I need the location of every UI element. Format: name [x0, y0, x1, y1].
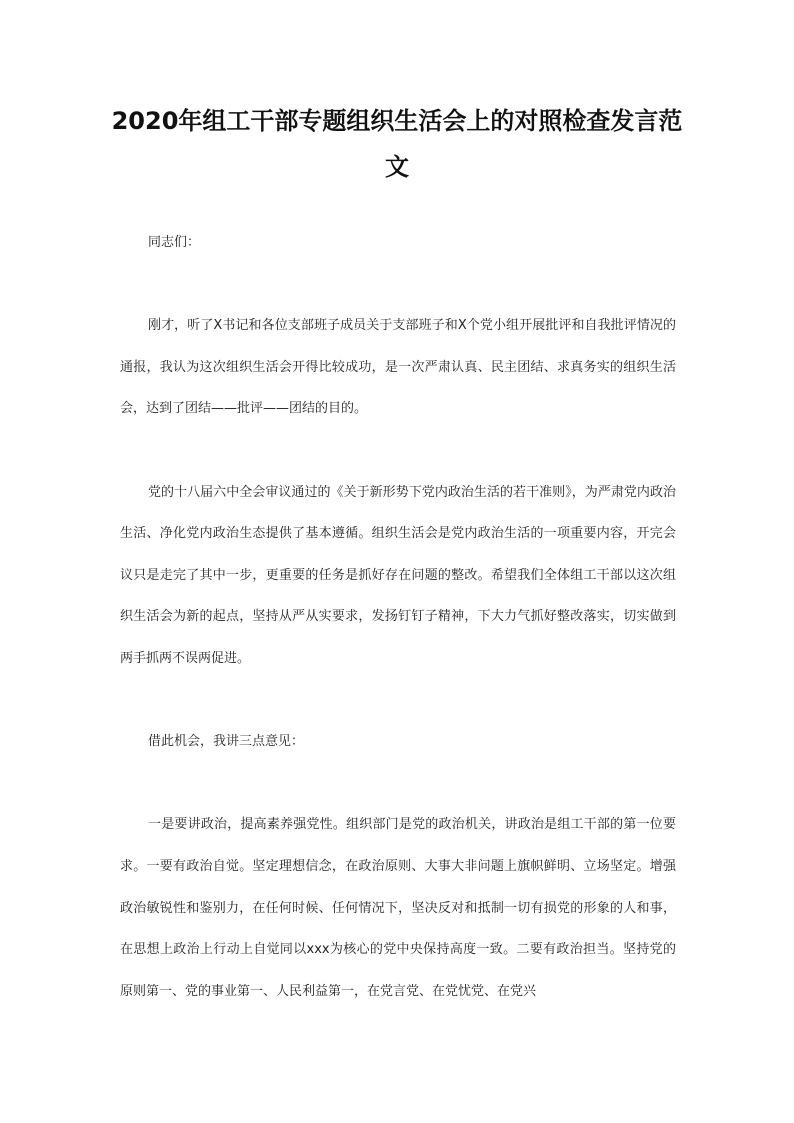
paragraph-spacer: [120, 763, 676, 805]
paragraph-three-points-intro: 借此机会，我讲三点意见：: [148, 734, 305, 750]
paragraph-spacer: [120, 680, 676, 722]
paragraph-point-one: 一是要讲政治，提高素养强党性。组织部门是党的政治机关，讲政治是组工干部的第一位要求。一要有政治自觉。坚定理想信念，在政治原则、大事大非问题上旗帜鲜明、立场坚定。增强政治敏锐性和鉴别力，在任何时候、任何情况下，坚决反对和抵制一切有损党的形象的人和事，在思想上政治上行动上自觉同以xxx为核心的党中央保持高度一致。二要有政治担当。坚持党的原则第一、党的事业第一、人民利益第一，在党言党、在党忧党、在党兴: [120, 817, 676, 999]
paragraph-spacer: [120, 430, 676, 472]
paragraph-greeting: 同志们：: [148, 235, 201, 250]
paragraph-opening: 刚才，听了X书记和各位支部班子成员关于支部班子和X个党小组开展批评和自我批评情况的通报，我认为这次组织生活会开得比较成功，是一次严肃认真、民主团结、求真务实的组织生活会，达到了团结——批评——团结的目的。: [120, 318, 676, 417]
document-title: 2020年组工干部专题组织生活会上的对照检查发言范文: [111, 107, 683, 181]
paragraph-guidelines: 党的十八届六中全会审议通过的《关于新形势下党内政治生活的若干准则》，为严肃党内政治生活、净化党内政治生态提供了基本遵循。组织生活会是党内政治生活的一项重要内容，开完会议只是走完了其中一步，更重要的任务是抓好存在问题的整改。希望我们全体组工干部以这次组织生活会为新的起点，坚持从严从实要求，发扬钉钉子精神，下大力气抓好整改落实，切实做到两手抓两不误两促进。: [120, 484, 676, 666]
document-body: [120, 222, 676, 1012]
paragraph-spacer: [120, 264, 676, 306]
